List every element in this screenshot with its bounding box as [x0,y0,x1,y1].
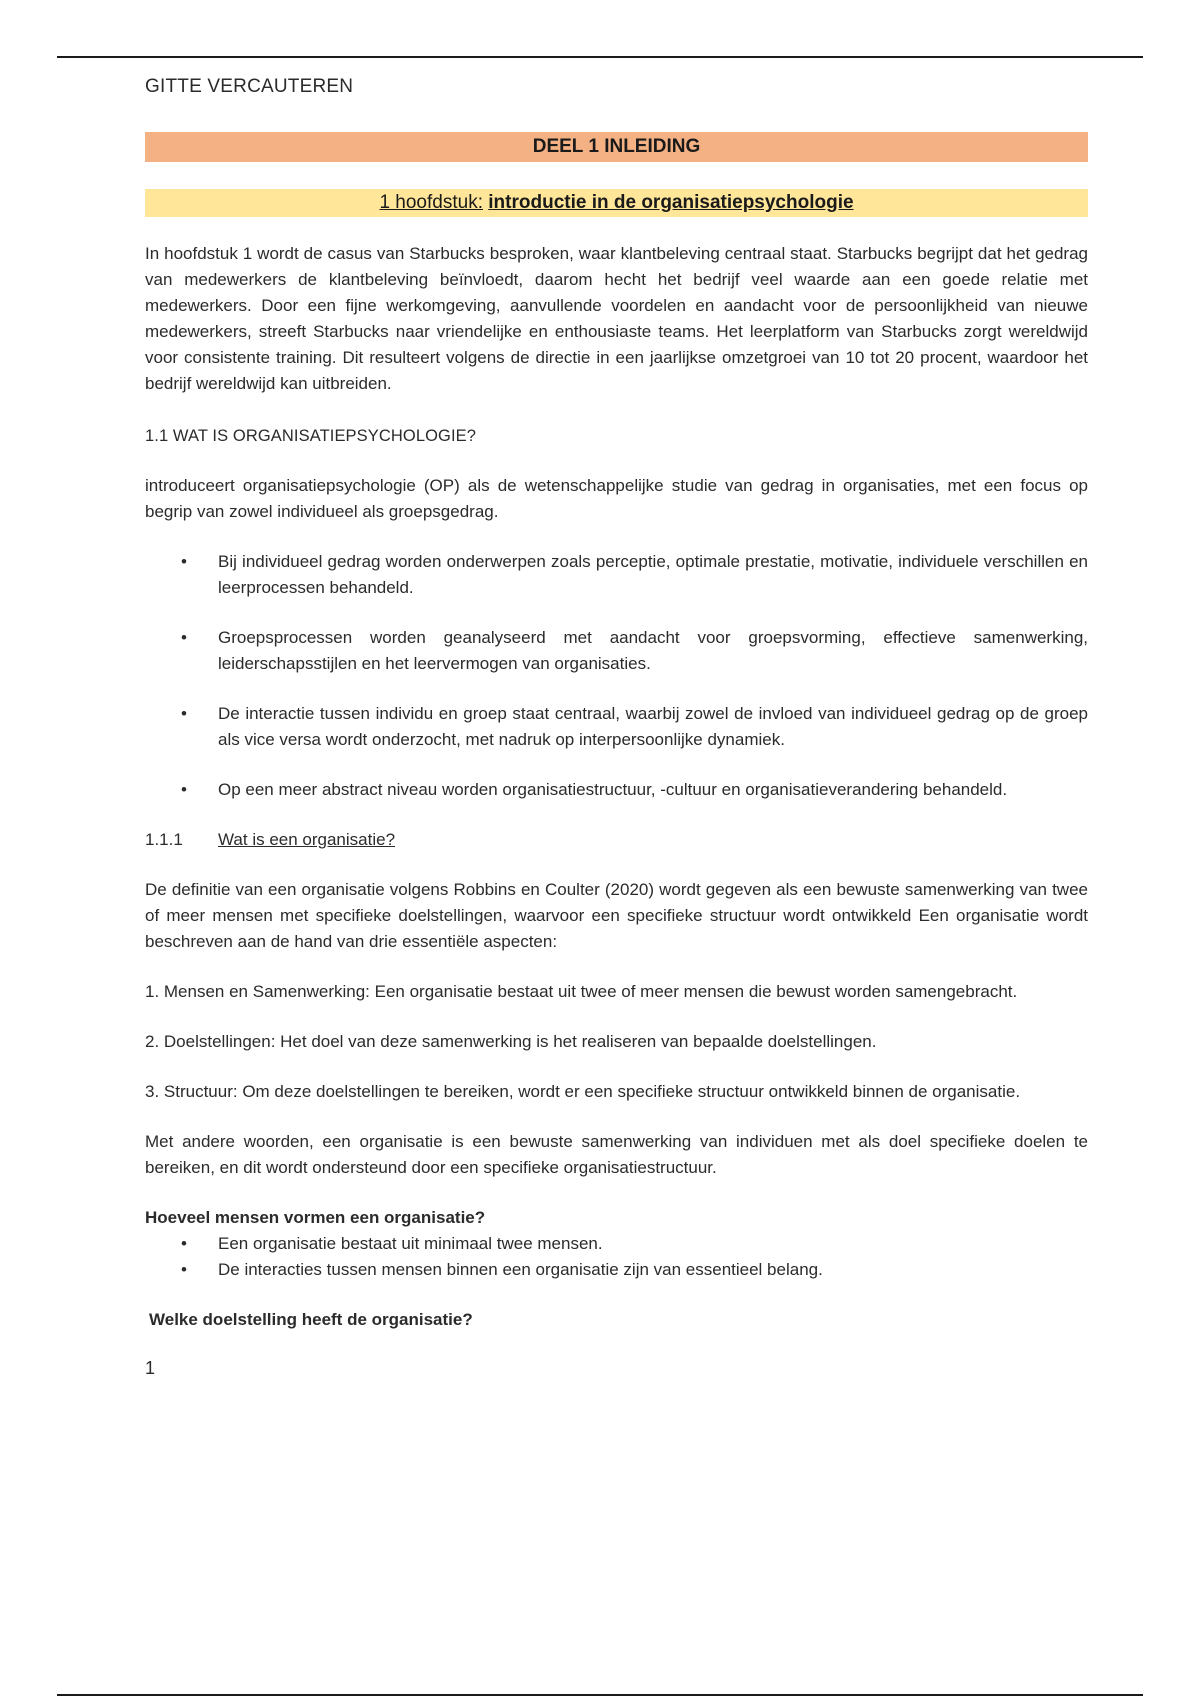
question-bullet-list [145,1231,1088,1283]
list-item: • De interactie tussen individu en groep staat centraal, waarbij zowel de invloed van individueel gedrag op de groep als vice versa wordt onderzocht, met nadruk op interpersoonlijke dynamiek. [145,701,1088,753]
chapter-title: introductie in de organisatiepsychologie [488,192,854,213]
list-item: • Een organisatie bestaat uit minimaal twee mensen. [145,1231,1088,1257]
section-1-1-paragraph: introduceert organisatiepsychologie (OP) als de wetenschappelijke studie van gedrag in organisaties, met een focus op begrip van zowel individueel als groepsgedrag. [145,476,1088,521]
list-item: • Groepsprocessen worden geanalyseerd met aandacht voor groepsvorming, effectieve samenwerking, leiderschapsstijlen en het leervermogen van organisaties. [145,625,1088,677]
summary-paragraph: Met andere woorden, een organisatie is een bewuste samenwerking van individuen met als doel specifieke doelen te bereiken, en dit wordt ondersteund door een specifieke organisatiestructuur. [145,1132,1088,1177]
list-item: • Op een meer abstract niveau worden organisatiestructuur, -cultuur en organisatieverandering behandeld. [145,777,1088,803]
list-item: • Bij individueel gedrag worden onderwerpen zoals perceptie, optimale prestatie, motivatie, individuele verschillen en leerprocessen behandeld. [145,549,1088,601]
definition-paragraph: De definitie van een organisatie volgens Robbins en Coulter (2020) wordt gegeven als een bewuste samenwerking van twee of meer mensen met specifieke doelstellingen, waarvoor een specifieke structuur wordt ontwikkeld Een organisatie wordt beschreven aan de hand van drie essentiële aspecten: [145,880,1088,951]
section-heading-1-1: 1.1 WAT IS ORGANISATIEPSYCHOLOGIE? [145,427,477,445]
section-1-1-bullet-list [145,549,1088,803]
aspect-item: 3. Structuur: Om deze doelstellingen te bereiken, wordt er een specifieke structuur ontwikkeld binnen de organisatie. [145,1082,1021,1101]
aspect-item: 1. Mensen en Samenwerking: Een organisatie bestaat uit twee of meer mensen die bewust worden samengebracht. [145,982,1018,1001]
aspect-item: 2. Doelstellingen: Het doel van deze samenwerking is het realiseren van bepaalde doelstellingen. [145,1032,877,1051]
intro-paragraph: In hoofdstuk 1 wordt de casus van Starbucks besproken, waar klantbeleving centraal staat. Starbucks begrijpt dat het gedrag van medewerkers de klantbeleving beïnvloedt, daarom hecht het bedrijf veel waarde aan een goede relatie met medewerkers. Door een fijne werkomgeving, aanvullende voordelen en aandacht voor de persoonlijkheid van nieuwe medewerkers, streeft Starbucks naar vriendelijke en enthousiaste teams. Het leerplatform van Starbucks zorgt wereldwijd voor consistente training. Dit resulteert volgens de directie in een jaarlijkse omzetgroei van 10 tot 20 procent, waardoor het bedrijf wereldwijd kan uitbreiden. [145,244,1088,393]
chapter-banner [145,189,1088,217]
subsection-heading-1-1-1 [145,827,1088,853]
subsection-title: Wat is een organisatie? [218,830,396,849]
question-heading: Hoeveel mensen vormen een organisatie? [145,1208,486,1227]
question-heading: Welke doelstelling heeft de organisatie? [149,1310,473,1329]
document-page [145,70,1088,1381]
bottom-rule [57,1694,1143,1696]
part-banner: DEEL 1 INLEIDING [145,132,1088,162]
top-rule [57,56,1143,58]
author-header: GITTE VERCAUTEREN [145,76,354,97]
subsection-number: 1.1.1 [145,830,183,849]
list-item: • De interacties tussen mensen binnen een organisatie zijn van essentieel belang. [145,1257,1088,1283]
chapter-prefix: 1 hoofdstuk: [379,192,483,213]
page-number: 1 [145,1358,156,1378]
